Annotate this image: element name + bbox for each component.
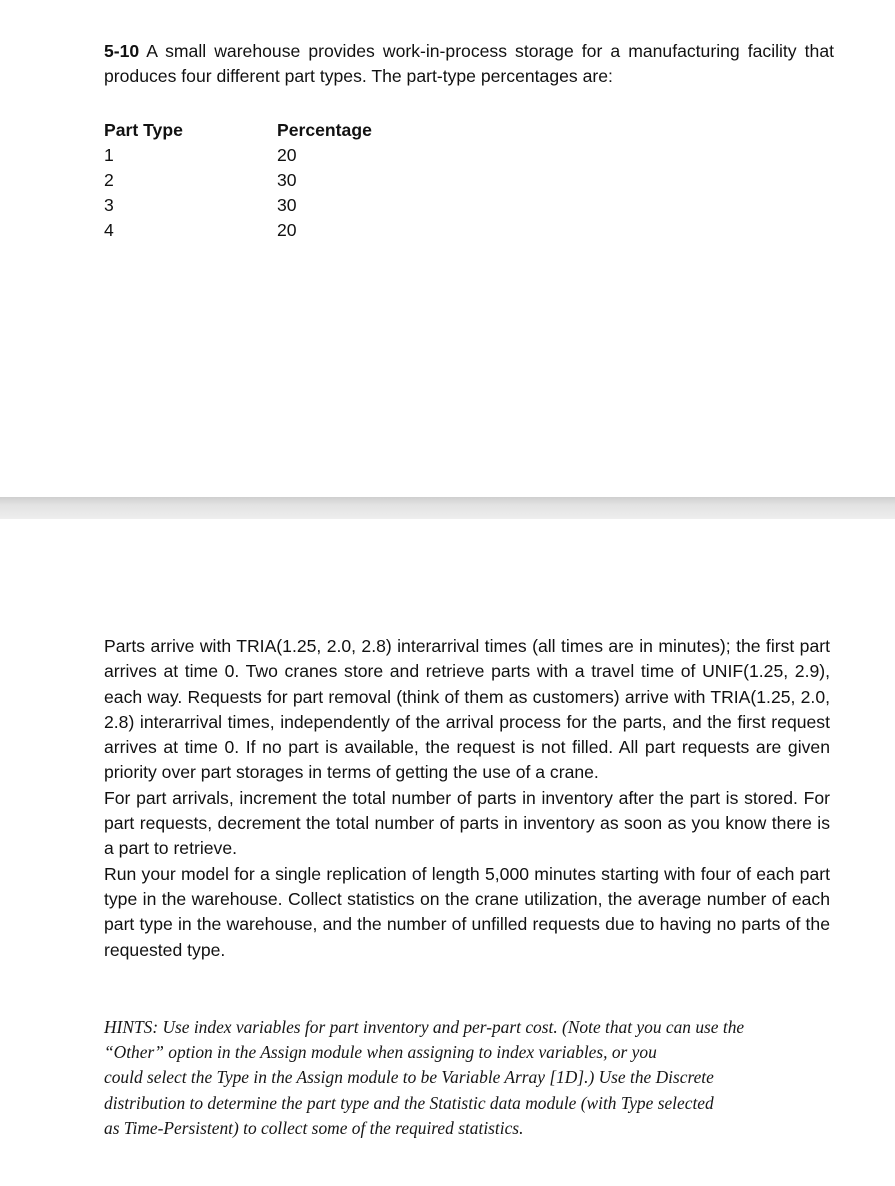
hints-line: as Time-Persistent) to collect some of the required statistics. [104,1117,524,1138]
part-type-table [104,117,372,243]
cell-percentage: 20 [277,145,297,165]
table-header-row [104,117,372,143]
header-percentage: Percentage [277,119,372,140]
hints-line: “Other” option in the Assign module when assigning to index variables, or you [104,1042,657,1063]
table-row [104,143,372,168]
table-row [104,218,372,243]
cell-percentage: 30 [277,195,297,215]
cell-percentage: 30 [277,170,297,190]
problem-number: 5-10 [104,41,140,61]
hints [104,1015,832,1141]
hints-line: distribution to determine the part type and the Statistic data module (with Type selected [104,1092,714,1113]
cell-part-type: 3 [104,195,114,215]
paragraph-run-model: Run your model for a single replication of length 5,000 minutes starting with four of each part type in the warehouse. Collect statistics on the crane utilization, the average number of each part type in the warehouse, and the number of unfilled requests due to having no parts of the requested type. [104,863,830,960]
cell-part-type: 1 [104,145,114,165]
hints-line: could select the Type in the Assign module to be Variable Array [1D].) Use the Discrete [104,1067,714,1088]
cell-part-type: 2 [104,170,114,190]
paragraph-inventory: For part arrivals, increment the total number of parts in inventory after the part is stored. For part requests, decrement the total number of parts in inventory as soon as you know there is a part to retrieve. [104,787,830,859]
header-part-type: Part Type [104,119,183,140]
cell-percentage: 20 [277,220,297,240]
page-break-separator [0,497,895,519]
problem-body [104,634,830,963]
problem-intro-text: A small warehouse provides work-in-process storage for a manufacturing facility that produces four different part types. The part-type percentages are: [104,41,834,86]
cell-part-type: 4 [104,220,114,240]
problem-intro [104,39,834,89]
paragraph-arrivals: Parts arrive with TRIA(1.25, 2.0, 2.8) interarrival times (all times are in minutes); the first part arrives at time 0. Two cranes store and retrieve parts with a travel time of UNIF(1.25, 2.9), each way. Requests for part removal (think of them as customers) arrive with TRIA(1.25, 2.0, 2.8) interarrival times, independently of the arrival process for the parts, and the first request arrives at time 0. If no part is available, the request is not filled. All part requests are given priority over part storages in terms of getting the use of a crane. [104,636,830,783]
table-row [104,168,372,193]
hints-line: HINTS: Use index variables for part inventory and per-part cost. (Note that you can use the [104,1017,745,1037]
table-row [104,193,372,218]
